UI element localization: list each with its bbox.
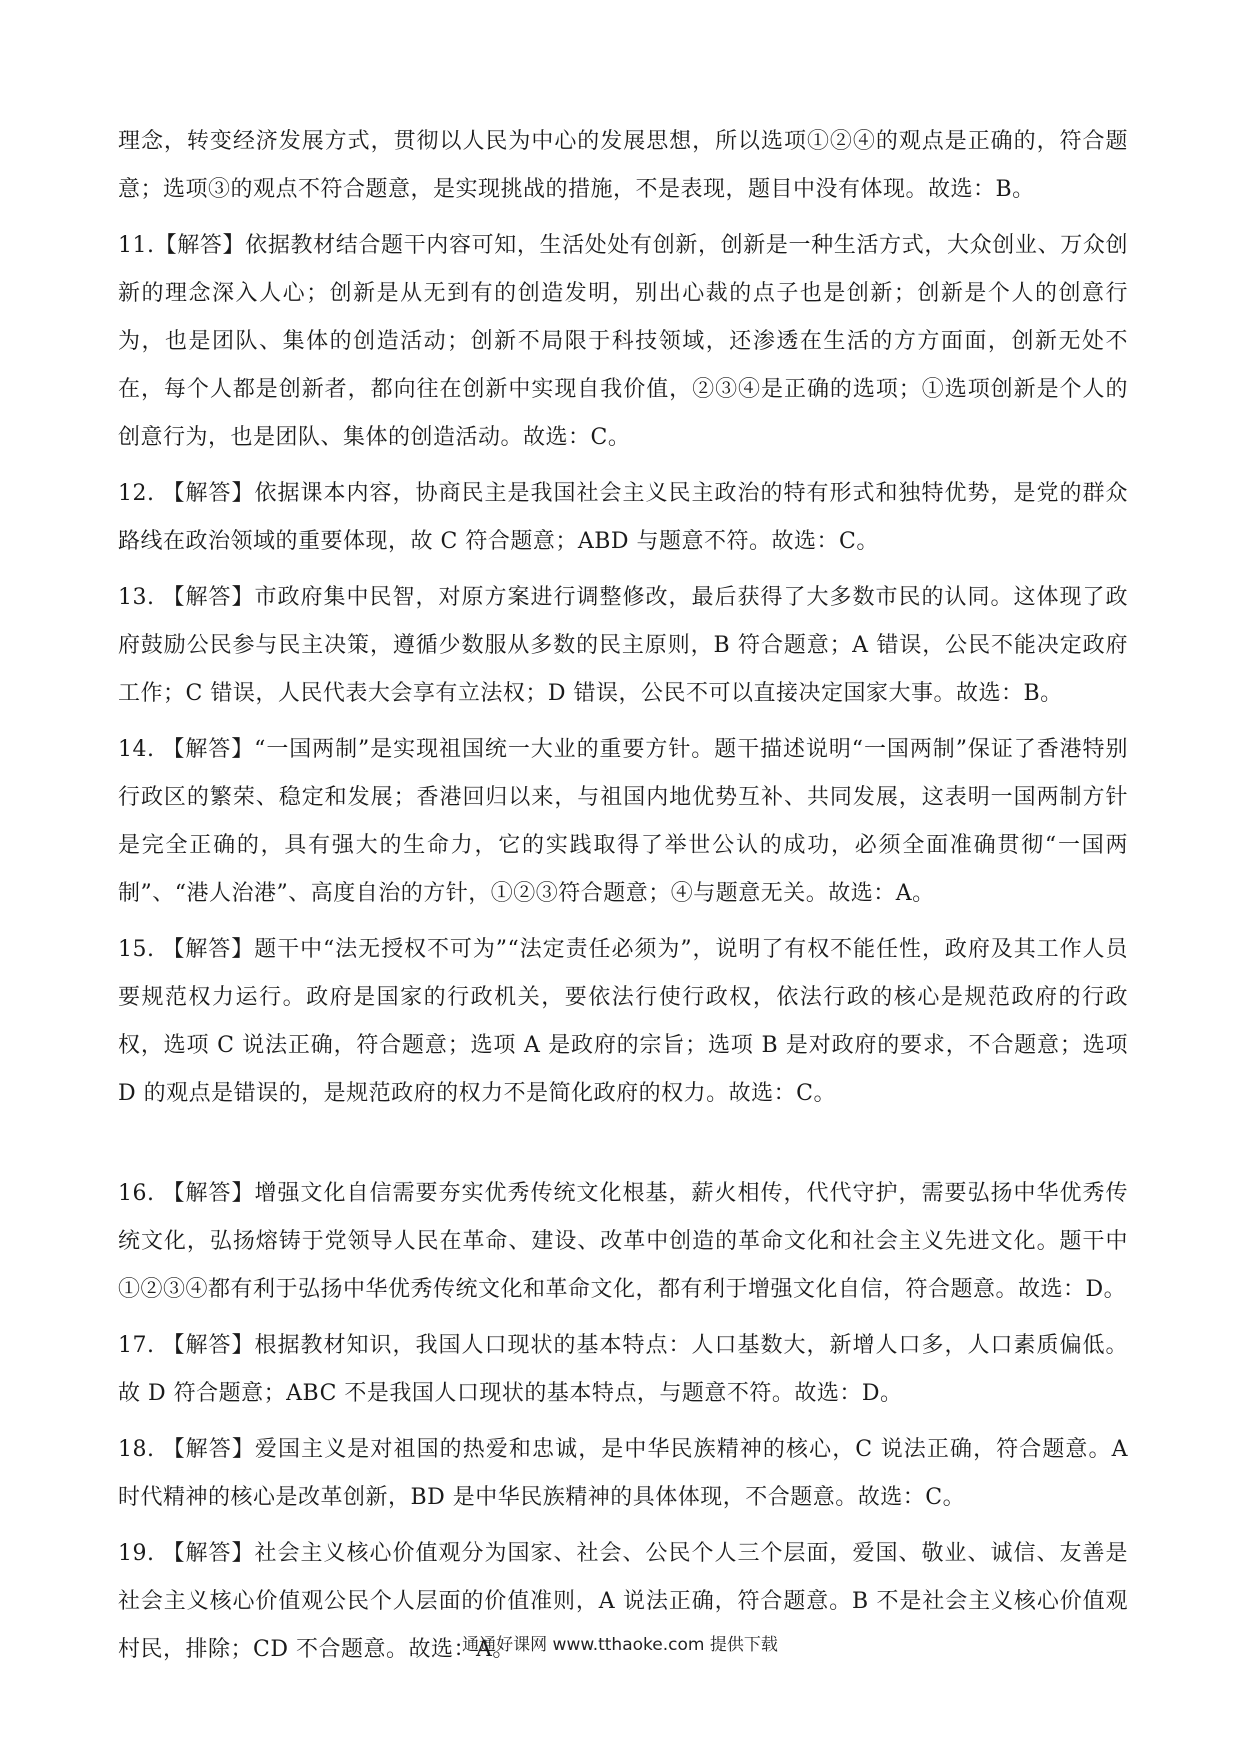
answer-paragraph-16: 16. 【解答】增强文化自信需要夯实优秀传统文化根基，薪火相传，代代守护，需要弘扬中华优秀传统文化，弘扬熔铸于党领导人民在革命、建设、改革中创造的革命文化和社会主义先进文化。题干中①②③④都有利于弘扬中华优秀传统文化和革命文化，都有利于增强文化自信，符合题意。故选：D。: [118, 1181, 1128, 1302]
answer-paragraph-13: 13. 【解答】市政府集中民智，对原方案进行调整修改，最后获得了大多数市民的认同。这体现了政府鼓励公民参与民主决策，遵循少数服从多数的民主原则，B 符合题意；A 错误，公民不能决定政府工作；C 错误，人民代表大会享有立法权；D 错误，公民不可以直接决定国家大事。故选：B。: [118, 585, 1128, 706]
page-footer: 通通好课网 www.tthaoke.com 提供下载: [462, 1635, 778, 1655]
blank-gap: [118, 1126, 1128, 1170]
answer-paragraph-17: 17. 【解答】根据教材知识，我国人口现状的基本特点：人口基数大，新增人口多，人口素质偏低。故 D 符合题意；ABC 不是我国人口现状的基本特点，与题意不符。故选：D。: [118, 1333, 1128, 1406]
answer-paragraph-12: 12. 【解答】依据课本内容，协商民主是我国社会主义民主政治的特有形式和独特优势，是党的群众路线在政治领域的重要体现，故 C 符合题意；ABD 与题意不符。故选：C。: [118, 481, 1128, 554]
answer-paragraph-11: 11.【解答】依据教材结合题干内容可知，生活处处有创新，创新是一种生活方式，大众创业、万众创新的理念深入人心；创新是从无到有的创造发明，别出心裁的点子也是创新；创新是个人的创意行为，也是团队、集体的创造活动；创新不局限于科技领域，还渗透在生活的方方面面，创新无处不在，每个人都是创新者，都向往在创新中实现自我价值，②③④是正确的选项；①选项创新是个人的创意行为，也是团队、集体的创造活动。故选：C。: [118, 233, 1128, 450]
answer-paragraph-10-continued: 理念，转变经济发展方式，贯彻以人民为中心的发展思想，所以选项①②④的观点是正确的，符合题意；选项③的观点不符合题意，是实现挑战的措施，不是表现，题目中没有体现。故选：B。: [118, 129, 1128, 202]
answer-paragraph-19: 19. 【解答】社会主义核心价值观分为国家、社会、公民个人三个层面，爱国、敬业、诚信、友善是社会主义核心价值观公民个人层面的价值准则，A 说法正确，符合题意。B 不是社会主义核心价值观村民，排除；CD 不合题意。故选：A。: [118, 1541, 1128, 1662]
document-body: [118, 118, 1128, 1682]
answer-paragraph-18: 18. 【解答】爱国主义是对祖国的热爱和忠诚，是中华民族精神的核心，C 说法正确，符合题意。A 时代精神的核心是改革创新，BD 是中华民族精神的具体体现，不合题意。故选：C。: [118, 1437, 1128, 1510]
answer-paragraph-14: 14. 【解答】“一国两制”是实现祖国统一大业的重要方针。题干描述说明“一国两制”保证了香港特别行政区的繁荣、稳定和发展；香港回归以来，与祖国内地优势互补、共同发展，这表明一国两制方针是完全正确的，具有强大的生命力，它的实践取得了举世公认的成功，必须全面准确贯彻“一国两制”、“港人治港”、高度自治的方针，①②③符合题意；④与题意无关。故选：A。: [118, 737, 1128, 906]
answer-paragraph-15: 15. 【解答】题干中“法无授权不可为”“法定责任必须为”，说明了有权不能任性，政府及其工作人员要规范权力运行。政府是国家的行政机关，要依法行使行政权，依法行政的核心是规范政府的行政权，选项 C 说法正确，符合题意；选项 A 是政府的宗旨；选项 B 是对政府的要求，不合题意；选项 D 的观点是错误的，是规范政府的权力不是简化政府的权力。故选：C。: [118, 937, 1128, 1106]
